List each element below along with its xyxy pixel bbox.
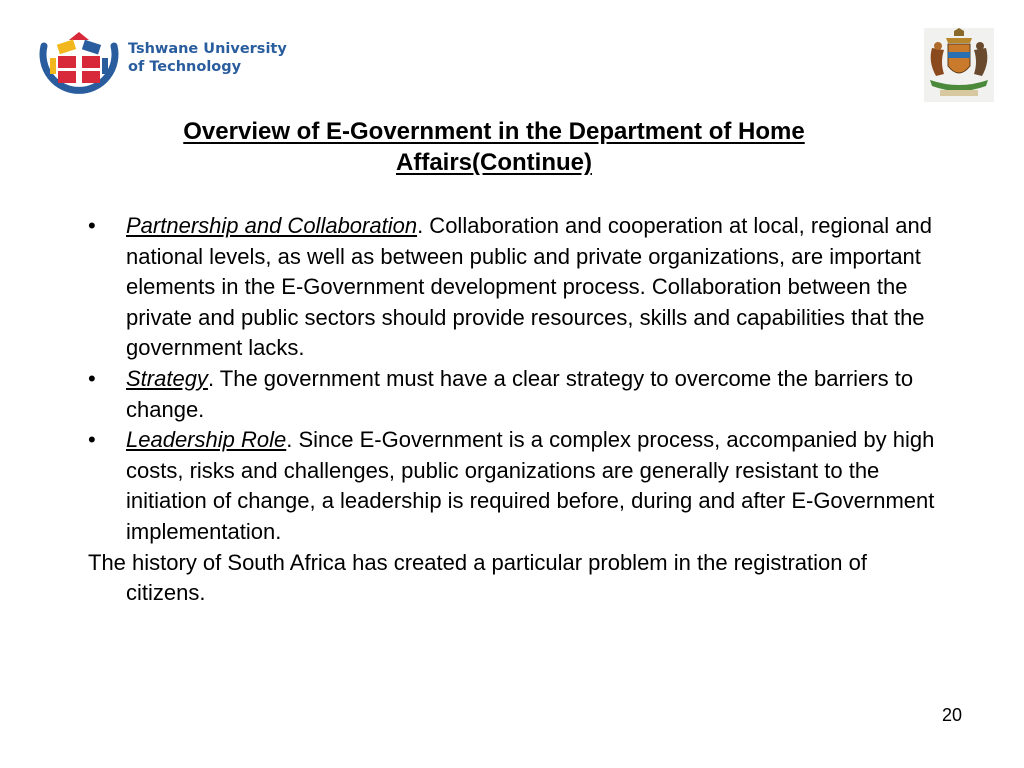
slide-title-line1: Overview of E-Government in the Department of Home (183, 118, 805, 145)
slide-title (60, 116, 928, 178)
university-name (128, 40, 287, 76)
university-name-line1: Tshwane University (128, 41, 287, 57)
bullet-heading: Partnership and Collaboration (126, 213, 418, 238)
bullet-text: . Since E-Government is a complex process, accompanied by high costs, risks and challenges, public organizations are generally resistant to the initiation of change, a leadership is required before, during and after E-Government implementation. (126, 427, 935, 544)
bullet-item (88, 364, 936, 425)
bullet-marker: • (88, 213, 96, 238)
bullet-marker: • (88, 365, 96, 391)
tut-emblem-icon (36, 28, 122, 94)
bullet-text: . Collaboration and cooperation at local, regional and national levels, as well as between public and private organizations, are important elements in the E-Government development process. Collaboration between the private and public sectors should provide resources, skills and capabilities that the government lacks. (126, 213, 932, 361)
bullet-item (88, 211, 936, 364)
coat-of-arms-icon (924, 28, 994, 102)
slide-body (88, 211, 936, 609)
bullet-item (88, 425, 936, 547)
bullet-heading: Leadership Role (126, 427, 287, 453)
closing-paragraph: The history of South Africa has created a particular problem in the registration of citizens. (88, 549, 867, 606)
page-number: 20 (941, 705, 962, 725)
bullet-text: . The government must have a clear strategy to overcome the barriers to change. (126, 365, 914, 422)
university-name-line2: of Technology (128, 59, 242, 75)
university-logo (36, 28, 296, 94)
bullet-marker: • (88, 427, 96, 453)
slide-title-line2: Affairs(Continue) (396, 149, 592, 176)
bullet-heading: Strategy (126, 365, 208, 391)
